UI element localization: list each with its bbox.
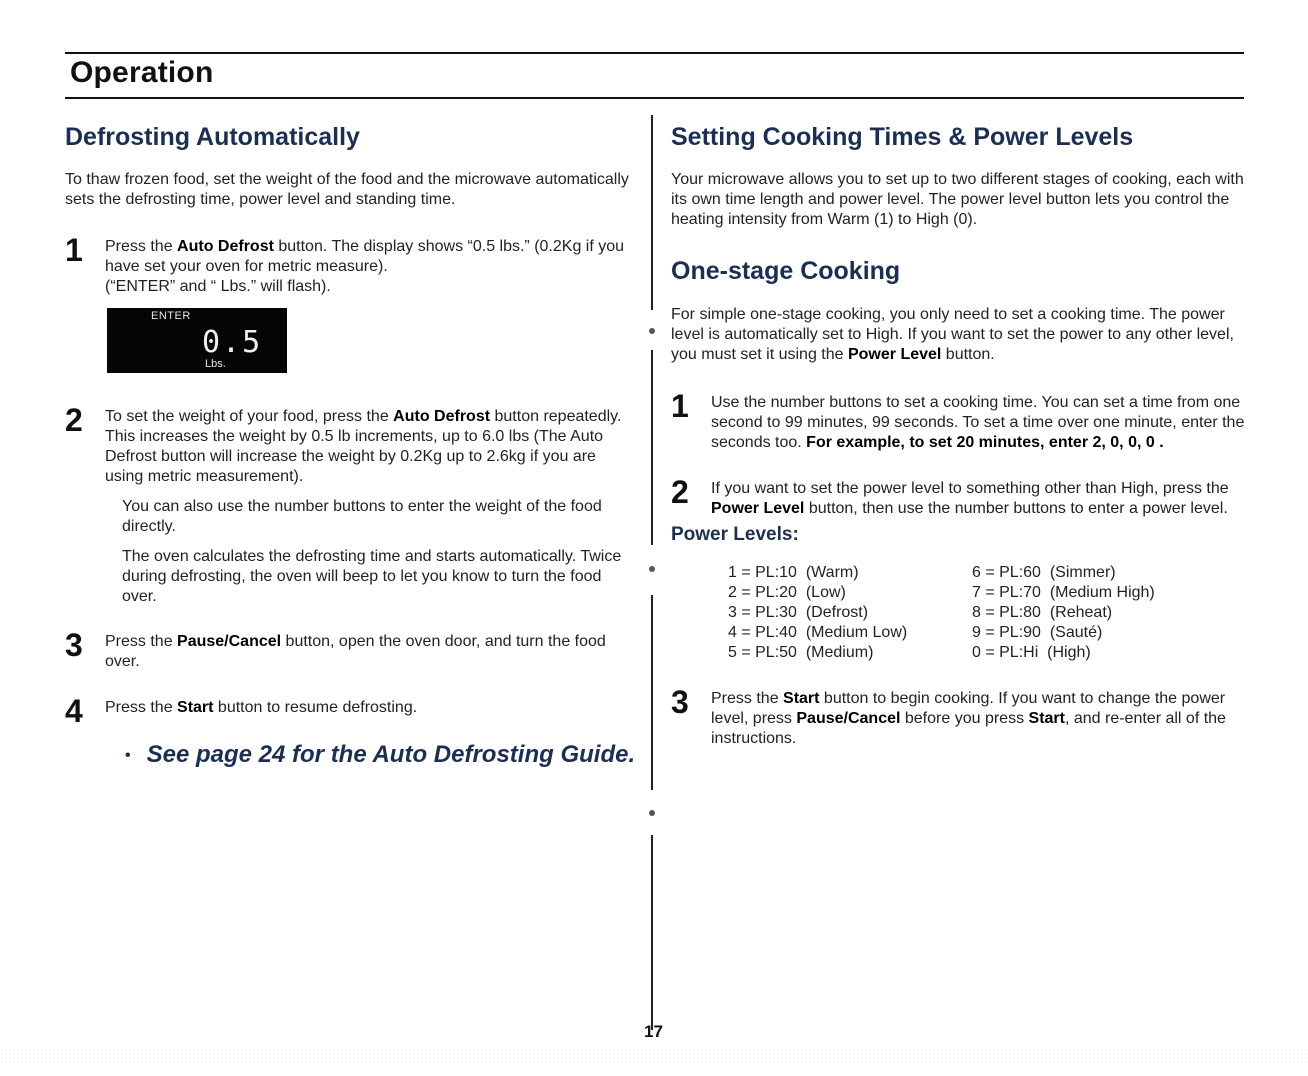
step-number: 2 bbox=[671, 474, 689, 510]
power-level-row: 8 = PL:80 (Reheat) bbox=[972, 604, 1113, 621]
title-underline bbox=[65, 97, 1244, 99]
power-level-row: 6 = PL:60 (Simmer) bbox=[972, 564, 1116, 581]
step-number: 1 bbox=[671, 388, 689, 424]
column-divider bbox=[651, 835, 653, 1030]
power-levels-heading: Power Levels: bbox=[671, 524, 799, 545]
display-illustration bbox=[107, 308, 287, 373]
power-level-row: 9 = PL:90 (Sauté) bbox=[972, 624, 1103, 641]
step-text: To set the weight of your food, press the Auto Defrost button repeatedly. This increases the weight by 0.5 lb increments, up to 6.0 lbs (The Auto Defrost button will increase the weight by 0.2Kg up to 2.6kg if you are using metric measurement). bbox=[105, 408, 622, 485]
defrost-step-2-note-1: You can also use the number buttons to enter the weight of the food directly. bbox=[122, 498, 602, 535]
step-text: If you want to set the power level to something other than High, press the Power Level button, then use the number buttons to enter a power level. bbox=[711, 480, 1229, 517]
defrost-step-1 bbox=[65, 232, 637, 297]
cooking-times-heading: Setting Cooking Times & Power Levels bbox=[671, 123, 1134, 151]
cooking-step-2 bbox=[671, 474, 1246, 519]
defrost-step-4 bbox=[65, 693, 637, 729]
left-column bbox=[65, 120, 637, 771]
cooking-step-1 bbox=[671, 388, 1246, 453]
one-stage-heading: One-stage Cooking bbox=[671, 257, 901, 285]
bullet-icon: • bbox=[125, 746, 131, 764]
cooking-step-3 bbox=[671, 684, 1246, 749]
defrost-step-2 bbox=[65, 402, 637, 487]
step-text: Press the Start button to resume defrosting. bbox=[105, 699, 418, 716]
power-level-row: 4 = PL:40 (Medium Low) bbox=[728, 624, 908, 641]
step-number: 2 bbox=[65, 402, 83, 438]
power-level-row: 5 = PL:50 (Medium) bbox=[728, 644, 874, 661]
power-level-row: 3 = PL:30 (Defrost) bbox=[728, 604, 869, 621]
column-divider bbox=[651, 115, 653, 310]
step-number: 3 bbox=[65, 627, 83, 663]
step-text: Press the Auto Defrost button. The display shows “0.5 lbs.” (0.2Kg if you have set your oven for metric measure). (“ENTER” and “ Lbs.” will flash). bbox=[105, 238, 625, 295]
power-levels-table bbox=[728, 563, 1246, 663]
auto-defrost-guide-note: • See page 24 for the Auto Defrosting Guide. bbox=[125, 741, 636, 768]
defrost-step-2-note-2: The oven calculates the defrosting time and starts automatically. Twice during defrosting, the oven will beep to let you know to turn the food over. bbox=[122, 548, 622, 605]
page-number: 17 bbox=[644, 1022, 663, 1041]
defrost-step-3 bbox=[65, 627, 637, 672]
defrost-heading: Defrosting Automatically bbox=[65, 123, 360, 151]
step-number: 1 bbox=[65, 232, 83, 268]
scan-noise-strip bbox=[0, 1048, 1308, 1064]
top-rule bbox=[65, 52, 1244, 54]
cooking-times-intro: Your microwave allows you to set up to two different stages of cooking, each with its own time length and power level. The power level button lets you control the heating intensity from Warm (1) to High (0). bbox=[671, 171, 1244, 228]
step-text: Press the Start button to begin cooking. If you want to change the power level, press Pause/Cancel before you press Start, and re-enter all of the instructions. bbox=[711, 690, 1226, 747]
step-number: 4 bbox=[65, 693, 83, 729]
page-title: Operation bbox=[70, 56, 214, 89]
power-level-row: 1 = PL:10 (Warm) bbox=[728, 564, 859, 581]
right-column bbox=[671, 120, 1246, 749]
step-text: Press the Pause/Cancel button, open the oven door, and turn the food over. bbox=[105, 633, 606, 670]
display-digits: 0.5 bbox=[202, 325, 263, 360]
power-level-row: 2 = PL:20 (Low) bbox=[728, 584, 846, 601]
display-unit: Lbs. bbox=[205, 358, 226, 370]
defrost-intro: To thaw frozen food, set the weight of the food and the microwave automatically sets the defrosting time, power level and standing time. bbox=[65, 171, 629, 208]
column-divider bbox=[651, 595, 653, 790]
one-stage-intro: For simple one-stage cooking, you only need to set a cooking time. The power level is automatically set to High. If you want to set the power to any other level, you must set it using the Power Level button. bbox=[671, 306, 1234, 363]
power-level-row: 0 = PL:Hi (High) bbox=[972, 644, 1091, 661]
step-text: Use the number buttons to set a cooking time. You can set a time from one second to 99 minutes, 99 seconds. To set a time over one minute, enter the seconds too. For example, to set 20 minutes, enter 2, 0, 0, 0 . bbox=[711, 394, 1245, 451]
display-enter-text: ENTER bbox=[151, 310, 191, 322]
power-level-row: 7 = PL:70 (Medium High) bbox=[972, 584, 1155, 601]
divider-dot bbox=[649, 566, 655, 572]
step-number: 3 bbox=[671, 684, 689, 720]
divider-dot bbox=[649, 328, 655, 334]
column-divider bbox=[651, 350, 653, 545]
divider-dot bbox=[649, 810, 655, 816]
